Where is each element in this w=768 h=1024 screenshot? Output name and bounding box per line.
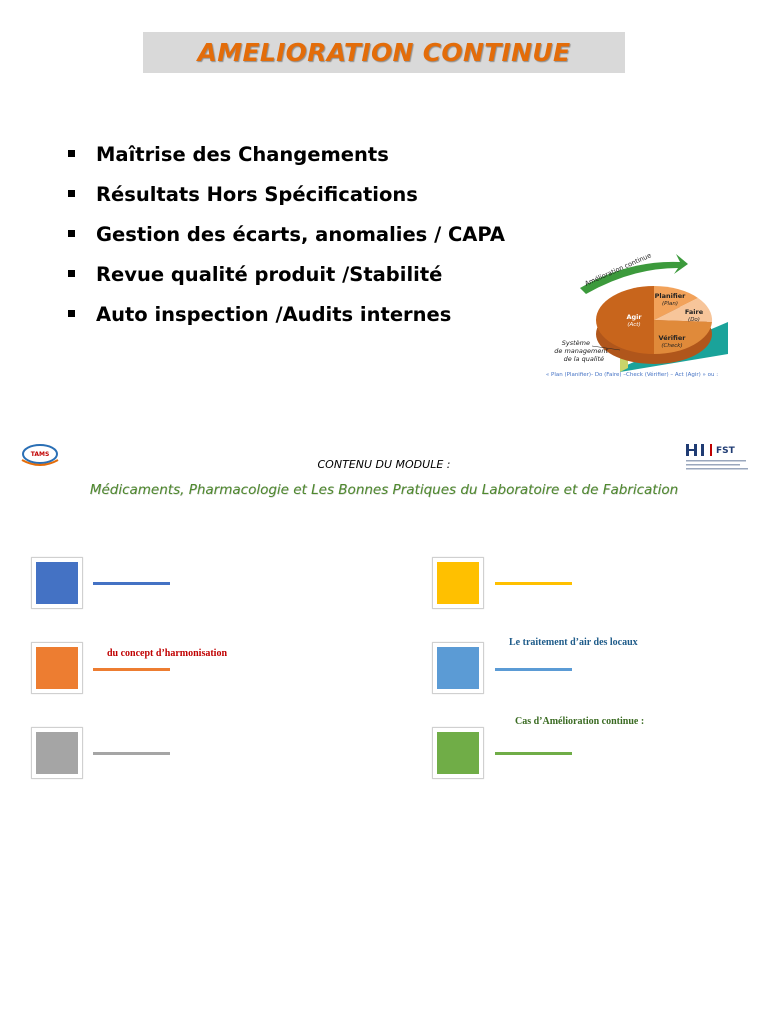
check-label: Vérifier: [658, 334, 686, 342]
bullet-text: Revue qualité produit /Stabilité: [96, 262, 443, 286]
square-bullet-icon: [68, 310, 75, 317]
item-label: du concept d’harmonisation: [107, 648, 228, 659]
item-label: Le traitement d’air des locaux: [509, 637, 638, 648]
square-bullet-icon: [68, 270, 75, 277]
orange-square-icon: [36, 647, 78, 689]
module-item-tile: [31, 727, 83, 779]
square-bullet-icon: [68, 150, 75, 157]
bullet-text: Auto inspection /Audits internes: [96, 302, 452, 326]
list-item: [68, 214, 505, 254]
square-bullet-icon: [68, 230, 75, 237]
module-item-tile: [432, 642, 484, 694]
item-underline: [495, 582, 572, 585]
module-item-tile: [432, 557, 484, 609]
yellow-square-icon: [437, 562, 479, 604]
logo-left-text: TAMS: [30, 451, 50, 458]
list-item: [68, 254, 505, 294]
plan-label: Planifier: [654, 292, 686, 300]
item-underline: [495, 668, 572, 671]
pdca-wheel-diagram: [528, 250, 736, 386]
gray-square-icon: [36, 732, 78, 774]
list-item: [68, 294, 505, 334]
list-item: [68, 174, 505, 214]
module-item-tile: [31, 557, 83, 609]
item-underline: [93, 752, 170, 755]
plan-en-label: (Plan): [662, 301, 678, 307]
item-label: Cas d’Amélioration continue :: [515, 716, 645, 727]
module-item-tile: [31, 642, 83, 694]
light-blue-square-icon: [437, 647, 479, 689]
bullet-text: Maîtrise des Changements: [96, 142, 389, 166]
bullet-text: Gestion des écarts, anomalies / CAPA: [96, 222, 505, 246]
item-underline: [93, 668, 170, 671]
bullet-text: Résultats Hors Spécifications: [96, 182, 418, 206]
act-en-label: (Act): [627, 322, 641, 328]
pdca-caption: « Plan (Planifier)- Do (Faire) –Check (Vérifier) – Act (Agir) » ou :: [545, 372, 719, 378]
title-banner: [143, 32, 625, 73]
logo-right-text: FST: [716, 446, 735, 456]
green-square-icon: [437, 732, 479, 774]
module-subtitle: Médicaments, Pharmacologie et Les Bonnes Pratiques du Laboratoire et de Fabrication: [89, 482, 679, 498]
bullet-list: [68, 134, 505, 334]
system-label-1: Système: [561, 339, 590, 347]
blue-square-icon: [36, 562, 78, 604]
list-item: [68, 134, 505, 174]
module-title: CONTENU DU MODULE :: [317, 458, 451, 471]
check-en-label: (Check): [661, 343, 683, 349]
system-label-3: de la qualité: [563, 355, 604, 363]
arrow-label: Amélioration continue: [583, 251, 653, 288]
system-label-2: de management: [554, 347, 608, 355]
item-underline: [495, 752, 572, 755]
item-underline: [93, 582, 170, 585]
do-en-label: (Do): [688, 317, 700, 323]
do-label: Faire: [684, 308, 704, 316]
module-item-tile: [432, 727, 484, 779]
page-title: AMELIORATION CONTINUE: [197, 38, 571, 67]
act-label: Agir: [626, 313, 642, 321]
square-bullet-icon: [68, 190, 75, 197]
